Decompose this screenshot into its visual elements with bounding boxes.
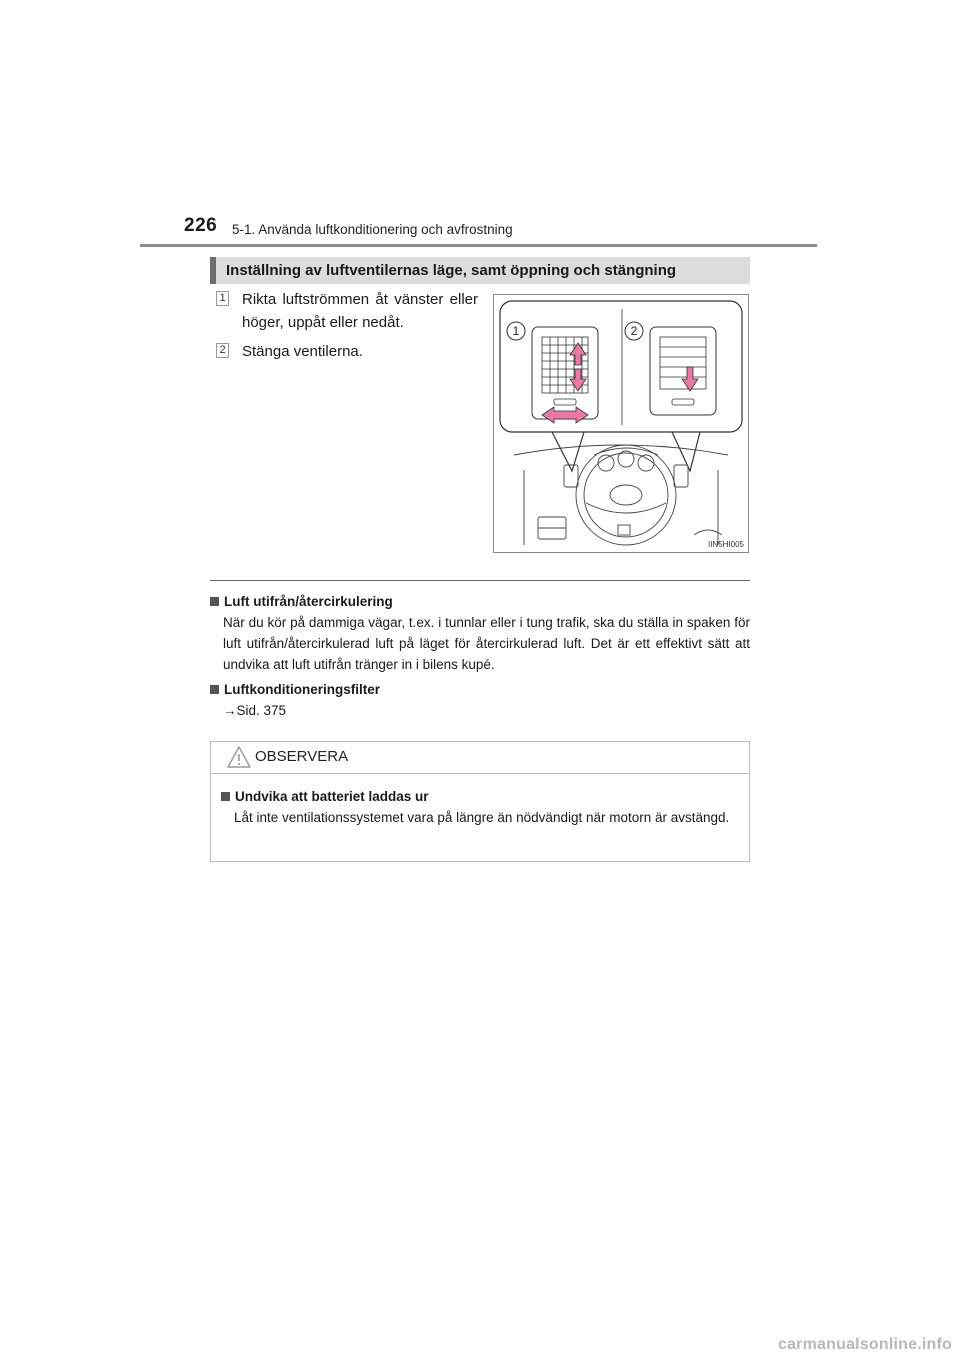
bullet-square-icon bbox=[210, 685, 219, 694]
section-divider bbox=[210, 580, 750, 581]
page-number: 226 bbox=[184, 215, 218, 236]
step-item-1 bbox=[216, 288, 478, 334]
section-heading: Inställning av luftventilernas läge, samt öppning och stängning bbox=[210, 257, 750, 284]
note-title-2: Luftkonditioneringsfilter bbox=[224, 682, 380, 697]
step-number-1: 1 bbox=[216, 291, 229, 306]
up-down-arrow-icon bbox=[570, 343, 586, 391]
callout-label-2: 2 bbox=[630, 324, 638, 338]
vent-diagram bbox=[494, 295, 748, 552]
step-item-2 bbox=[216, 340, 478, 363]
note-body-2[interactable]: →Sid. 375 bbox=[223, 703, 287, 718]
watermark: carmanualsonline.info bbox=[777, 1336, 952, 1353]
left-right-arrow-icon bbox=[542, 407, 588, 423]
caution-header bbox=[211, 742, 749, 774]
caution-title: Undvika att batteriet laddas ur bbox=[235, 789, 429, 804]
figure-code: IIN5HI005 bbox=[707, 540, 744, 549]
step-text-2: Stänga ventilerna. bbox=[242, 343, 363, 360]
chapter-title: 5-1. Använda luftkonditionering och avfrostning bbox=[232, 222, 513, 237]
caution-body: Låt inte ventilationssystemet vara på längre än nödvändigt när motorn är avstängd. bbox=[234, 810, 730, 825]
step-number-2: 2 bbox=[216, 343, 229, 358]
note-body-1: När du kör på dammiga vägar, t.ex. i tunnlar eller i tung trafik, ska du ställa in spaken för luft utifrån/återcirkulerad luft på läget för återcirkulerad luft. Det är ett effektivt sätt att undvika att luft utifrån tränger in i bilens kupé. bbox=[223, 615, 750, 672]
callout-label-1: 1 bbox=[512, 324, 520, 338]
dashboard-sketch bbox=[514, 445, 728, 545]
down-arrow-icon bbox=[682, 367, 698, 391]
header-rule bbox=[140, 244, 817, 247]
step-text-1: Rikta luftströmmen åt vänster eller höger, uppåt eller nedåt. bbox=[242, 291, 478, 331]
note-ac-filter bbox=[210, 679, 750, 721]
bullet-square-icon bbox=[221, 792, 230, 801]
bullet-square-icon bbox=[210, 597, 219, 606]
right-vent-grille bbox=[660, 337, 706, 405]
vent-illustration bbox=[493, 294, 749, 553]
caution-content bbox=[221, 786, 741, 828]
caution-box bbox=[210, 741, 750, 862]
note-air-recirculation bbox=[210, 591, 750, 675]
caution-label: OBSERVERA bbox=[255, 748, 349, 765]
note-title-1: Luft utifrån/återcirkulering bbox=[224, 594, 393, 609]
warning-triangle-icon bbox=[227, 746, 251, 768]
